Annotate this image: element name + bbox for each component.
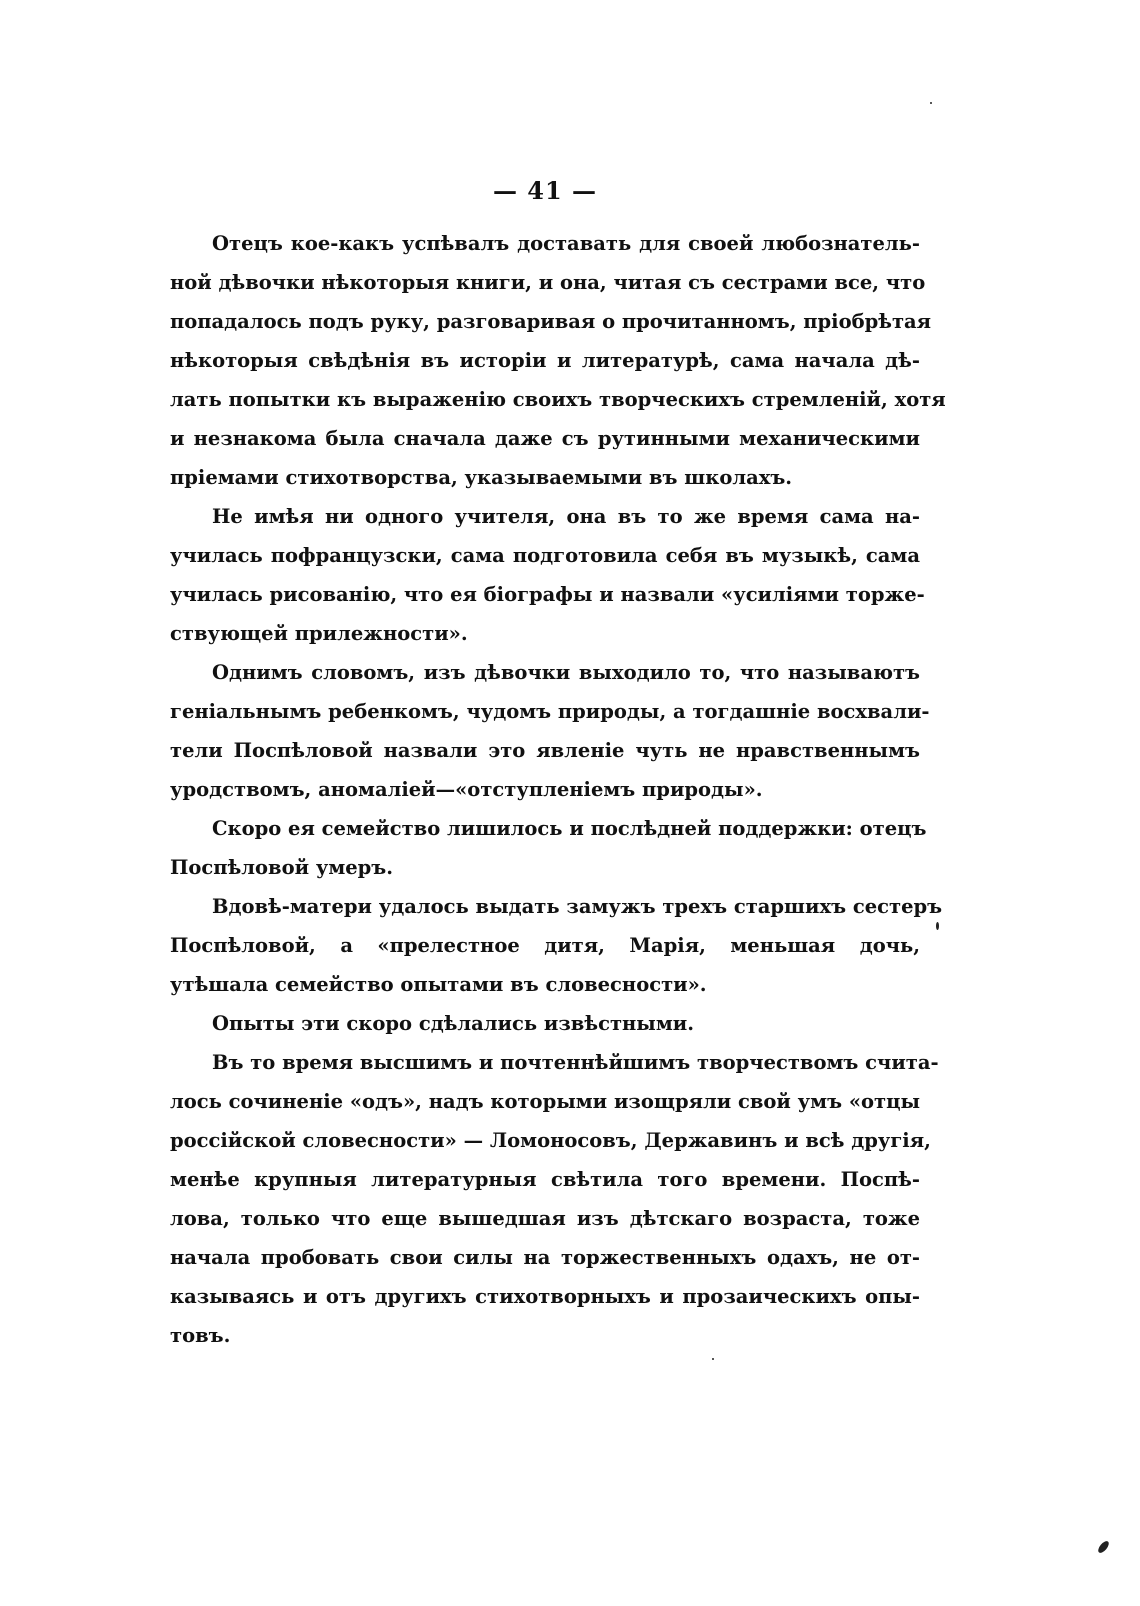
paragraph [170,809,927,887]
page-number: — 41 — [492,176,598,205]
scan-speck [936,922,939,930]
text-line: Вдовѣ-матери удалось выдать замужъ трехъ старшихъ сестеръ [212,895,943,918]
text-line: россійской словесности» — Ломоносовъ, Державинъ и всѣ другія, [170,1129,931,1152]
paragraph [170,1043,939,1355]
text-line: попадалось подъ руку, разговаривая о прочитанномъ, пріобрѣтая [170,310,932,333]
paragraph [170,497,925,653]
text-line: нѣкоторыя свѣдѣнія въ исторіи и литературѣ, сама начала дѣ- [170,349,920,372]
text-line: Опыты эти скоро сдѣлались извѣстными. [212,1012,695,1035]
scan-speck [712,1358,714,1360]
text-body [170,224,946,1355]
text-line: лось сочиненіе «одъ», надъ которыми изощряли свой умъ «отцы [170,1090,921,1113]
text-line: Въ то время высшимъ и почтеннѣйшимъ творчествомъ счита- [212,1051,939,1074]
text-line: ствующей прилежности». [170,622,468,645]
scan-speck [930,102,932,104]
text-line: Отецъ кое-какъ успѣвалъ доставать для своей любознатель- [212,232,920,255]
paragraph [170,1004,920,1043]
text-line: Однимъ словомъ, изъ дѣвочки выходило то, что называютъ [212,661,920,684]
text-line: геніальнымъ ребенкомъ, чудомъ природы, а тогдашніе восхвали- [170,700,930,723]
text-line: лать попытки къ выраженію своихъ творческихъ стремленій, хотя [170,388,946,411]
text-line: Скоро ея семейство лишилось и послѣдней поддержки: отецъ [212,817,927,840]
text-line: ной дѣвочки нѣкоторыя книги, и она, читая съ сестрами все, что [170,271,926,294]
text-line: пріемами стихотворства, указываемыми въ школахъ. [170,466,793,489]
text-line: училась рисованію, что ея біографы и назвали «усиліями торже- [170,583,925,606]
text-line: казываясь и отъ другихъ стихотворныхъ и прозаическихъ опы- [170,1285,920,1308]
text-line: начала пробовать свои силы на торжественныхъ одахъ, не от- [170,1246,920,1269]
text-line: утѣшала семейство опытами въ словесности». [170,973,707,996]
text-line: Не имѣя ни одного учителя, она въ то же время сама на- [212,505,920,528]
text-line: и незнакома была сначала даже съ рутинными механическими [170,427,920,450]
paragraph [170,887,943,1004]
text-line: менѣе крупныя литературныя свѣтила того времени. Поспѣ- [170,1168,920,1191]
scan-speck [1096,1539,1110,1554]
paragraph [170,653,930,809]
text-line: Поспѣловой умеръ. [170,856,394,879]
text-line: тели Поспѣловой назвали это явленіе чуть не нравственнымъ [170,739,920,762]
text-line: училась пофранцузски, сама подготовила себя въ музыкѣ, сама [170,544,920,567]
text-line: товъ. [170,1324,231,1347]
text-line: лова, только что еще вышедшая изъ дѣтскаго возраста, тоже [170,1207,920,1230]
text-line: Поспѣловой, а «прелестное дитя, Марія, меньшая дочь, [170,934,920,957]
paragraph [170,224,946,497]
text-line: уродствомъ, аномаліей—«отступленіемъ природы». [170,778,763,801]
